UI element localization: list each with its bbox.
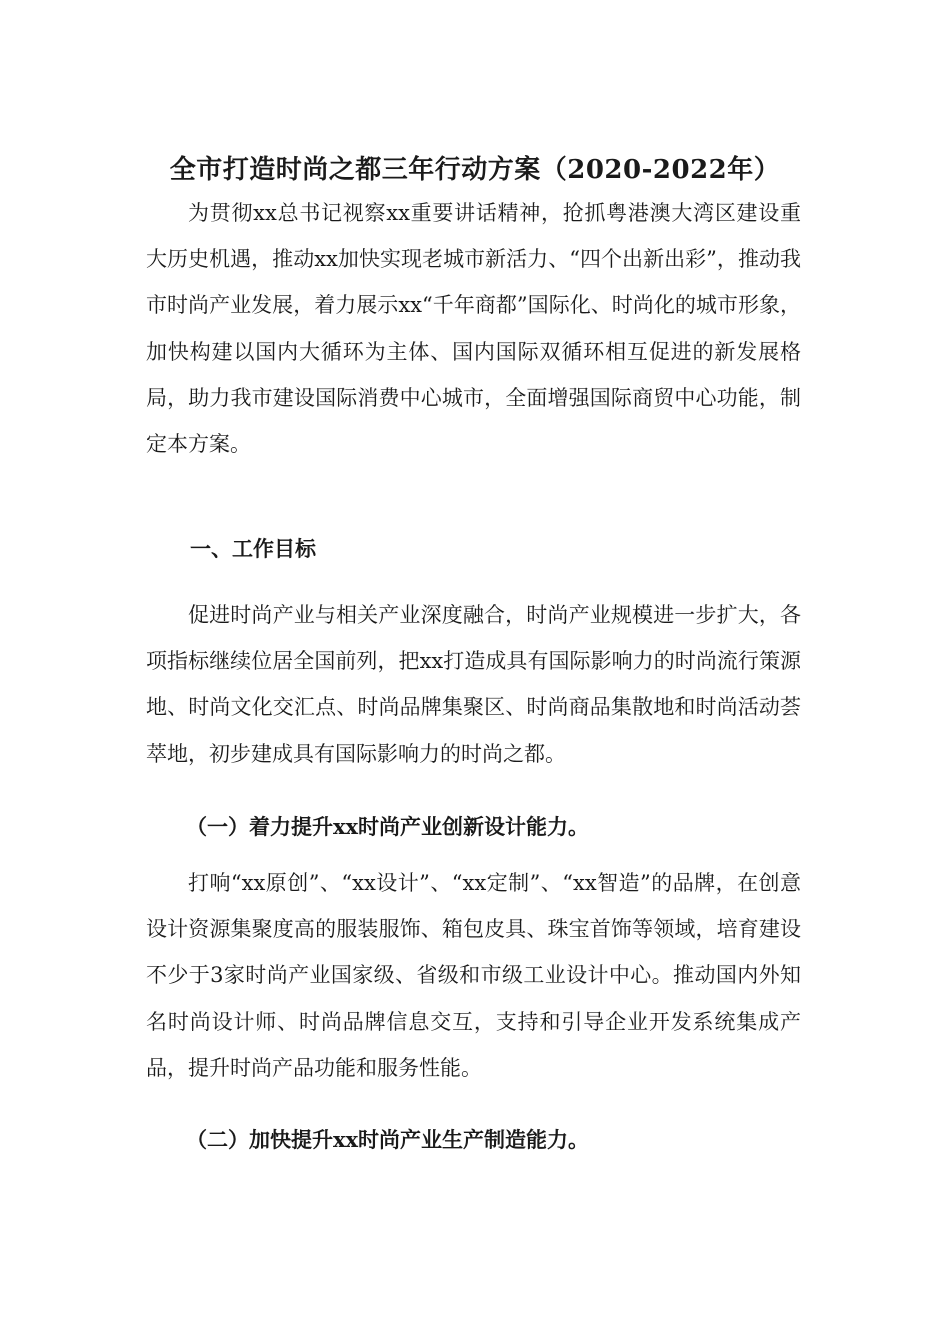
section-heading-work-goal: 一、工作目标 — [190, 536, 316, 561]
subsection-paragraph-innovation-design: 打响“xx原创”、“xx设计”、“xx定制”、“xx智造”的品牌，在创意设计资源集聚度高的服装服饰、箱包皮具、珠宝首饰等领域，培育建设不少于3家时尚产业国家级、省级和市级工业设计中心。推动国内外知名时尚设计师、时尚品牌信息交互，支持和引导企业开发系统集成产品，提升时尚产品功能和服务性能。 — [146, 871, 801, 1080]
subsection-heading-manufacturing: （二）加快提升xx时尚产业生产制造能力。 — [186, 1127, 590, 1152]
intro-paragraph: 为贯彻xx总书记视察xx重要讲话精神，抢抓粤港澳大湾区建设重大历史机遇，推动xx加快实现老城市新活力、“四个出新出彩”，推动我市时尚产业发展，着力展示xx“千年商都”国际化、时尚化的城市形象，加快构建以国内大循环为主体、国内国际双循环相互促进的新发展格局，助力我市建设国际消费中心城市，全面增强国际商贸中心功能，制定本方案。 — [146, 201, 801, 457]
section-paragraph-work-goal: 促进时尚产业与相关产业深度融合，时尚产业规模进一步扩大，各项指标继续位居全国前列，把xx打造成具有国际影响力的时尚流行策源地、时尚文化交汇点、时尚品牌集聚区、时尚商品集散地和时尚活动荟萃地，初步建成具有国际影响力的时尚之都。 — [146, 603, 801, 766]
subsection-heading-innovation-design: （一）着力提升xx时尚产业创新设计能力。 — [186, 814, 590, 839]
document-title: 全市打造时尚之都三年行动方案（2020-2022年） — [169, 155, 781, 186]
